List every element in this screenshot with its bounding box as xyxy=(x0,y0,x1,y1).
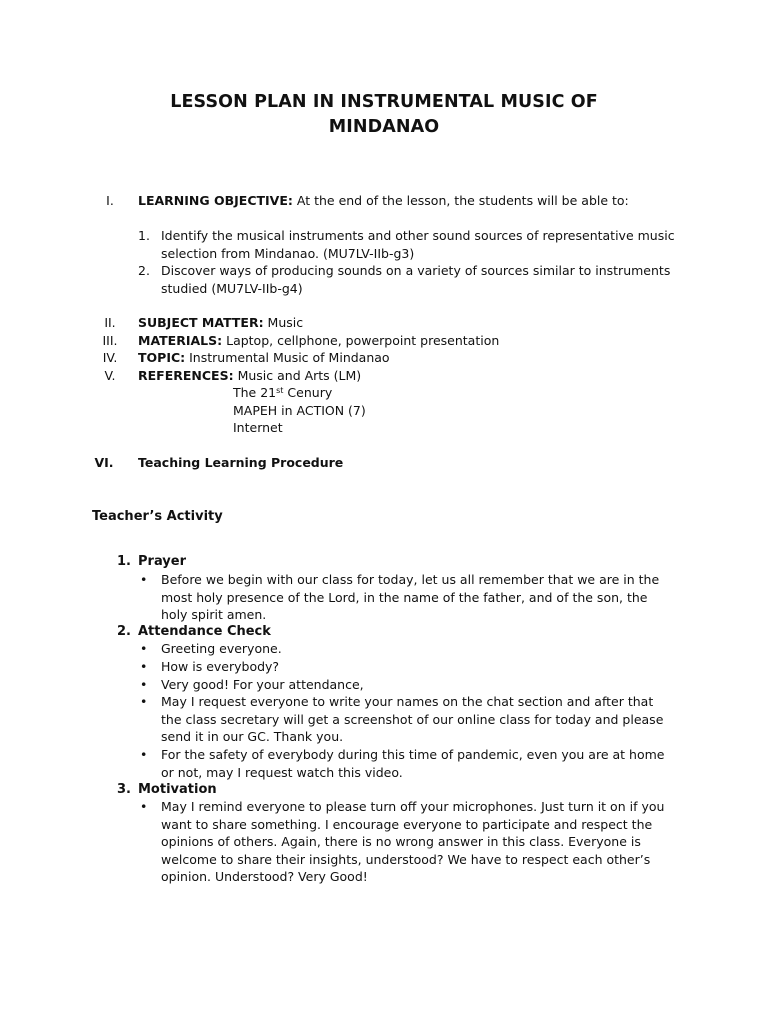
reference-line-2-pre: The 21 xyxy=(233,385,277,400)
section-numeral-ii: II. xyxy=(104,315,116,330)
bullet-icon: • xyxy=(140,572,148,587)
topic xyxy=(138,349,390,367)
reference-line-2-post: Cenury xyxy=(283,385,333,400)
bullet-icon: • xyxy=(140,799,148,814)
subject-matter xyxy=(138,314,303,332)
learning-objective xyxy=(138,192,629,210)
subject-matter-label: SUBJECT MATTER: xyxy=(138,315,264,330)
objective-item-1: Identify the musical instruments and other sound sources of representative music selection from Mindanao. (MU7LV-IIb-g3) xyxy=(161,228,675,261)
materials-text: Laptop, cellphone, powerpoint presentation xyxy=(222,333,500,348)
document-title xyxy=(0,90,768,140)
learning-objective-text: At the end of the lesson, the students will be able to: xyxy=(292,193,629,208)
prayer-bullet-1: Before we begin with our class for today, let us all remember that we are in the most holy presence of the Lord, in the name of the father, and of the son, the holy spirit amen. xyxy=(161,572,660,622)
bullet-icon: • xyxy=(140,694,148,709)
materials xyxy=(138,332,499,350)
references-label: REFERENCES: xyxy=(138,368,234,383)
section-numeral-i: I. xyxy=(106,193,114,208)
attendance-bullet-4: May I request everyone to write your names on the chat section and after that the class secretary will get a screenshot of our online class for today and please send it in our GC. Thank you. xyxy=(161,694,664,744)
reference-line-2 xyxy=(233,384,332,402)
section-numeral-v: V. xyxy=(104,368,116,383)
section-numeral-iii: III. xyxy=(102,333,118,348)
objective-item-number-1: 1. xyxy=(138,228,150,243)
bullet-icon: • xyxy=(140,641,148,656)
title-line-1: LESSON PLAN IN INSTRUMENTAL MUSIC OF xyxy=(170,92,598,112)
attendance-bullet-2: How is everybody? xyxy=(161,659,280,674)
step-title-prayer: Prayer xyxy=(138,554,187,569)
reference-line-3: MAPEH in ACTION (7) xyxy=(233,403,366,418)
learning-objective-label: LEARNING OBJECTIVE: xyxy=(138,193,293,208)
objective-item-number-2: 2. xyxy=(138,263,150,278)
title-line-2: MINDANAO xyxy=(328,117,440,137)
section-numeral-iv: IV. xyxy=(102,350,118,365)
step-number-1: 1. xyxy=(117,554,131,569)
step-number-2: 2. xyxy=(117,624,131,639)
step-number-3: 3. xyxy=(117,782,131,797)
references-text: Music and Arts (LM) xyxy=(233,368,362,383)
step-title-attendance: Attendance Check xyxy=(138,624,271,639)
bullet-icon: • xyxy=(140,677,148,692)
references xyxy=(138,367,361,385)
attendance-bullet-1: Greeting everyone. xyxy=(161,641,282,656)
motivation-bullet-1: May I remind everyone to please turn off your microphones. Just turn it on if you want to share something. I encourage everyone to participate and respect the opinions of others. Again, there is no wrong answer in this class. Everyone is welcome to share their insights, understood? We have to respect each other’s opinion. Understood? Very Good! xyxy=(161,799,665,884)
topic-label: TOPIC: xyxy=(138,350,186,365)
attendance-bullet-5: For the safety of everybody during this time of pandemic, even you are at home or not, may I request watch this video. xyxy=(161,747,665,780)
bullet-icon: • xyxy=(140,659,148,674)
objective-item-2: Discover ways of producing sounds on a variety of sources similar to instruments studied (MU7LV-IIb-g4) xyxy=(161,263,671,296)
subject-matter-text: Music xyxy=(263,315,304,330)
materials-label: MATERIALS: xyxy=(138,333,223,348)
topic-text: Instrumental Music of Mindanao xyxy=(185,350,390,365)
attendance-bullet-3: Very good! For your attendance, xyxy=(161,677,364,692)
teaching-learning-procedure: Teaching Learning Procedure xyxy=(138,455,344,470)
section-numeral-vi: VI. xyxy=(94,455,114,470)
reference-line-4: Internet xyxy=(233,420,283,435)
reference-line-2-sup: st xyxy=(276,386,284,395)
bullet-icon: • xyxy=(140,747,148,762)
step-title-motivation: Motivation xyxy=(138,782,217,797)
teachers-activity-heading: Teacher’s Activity xyxy=(92,509,223,524)
